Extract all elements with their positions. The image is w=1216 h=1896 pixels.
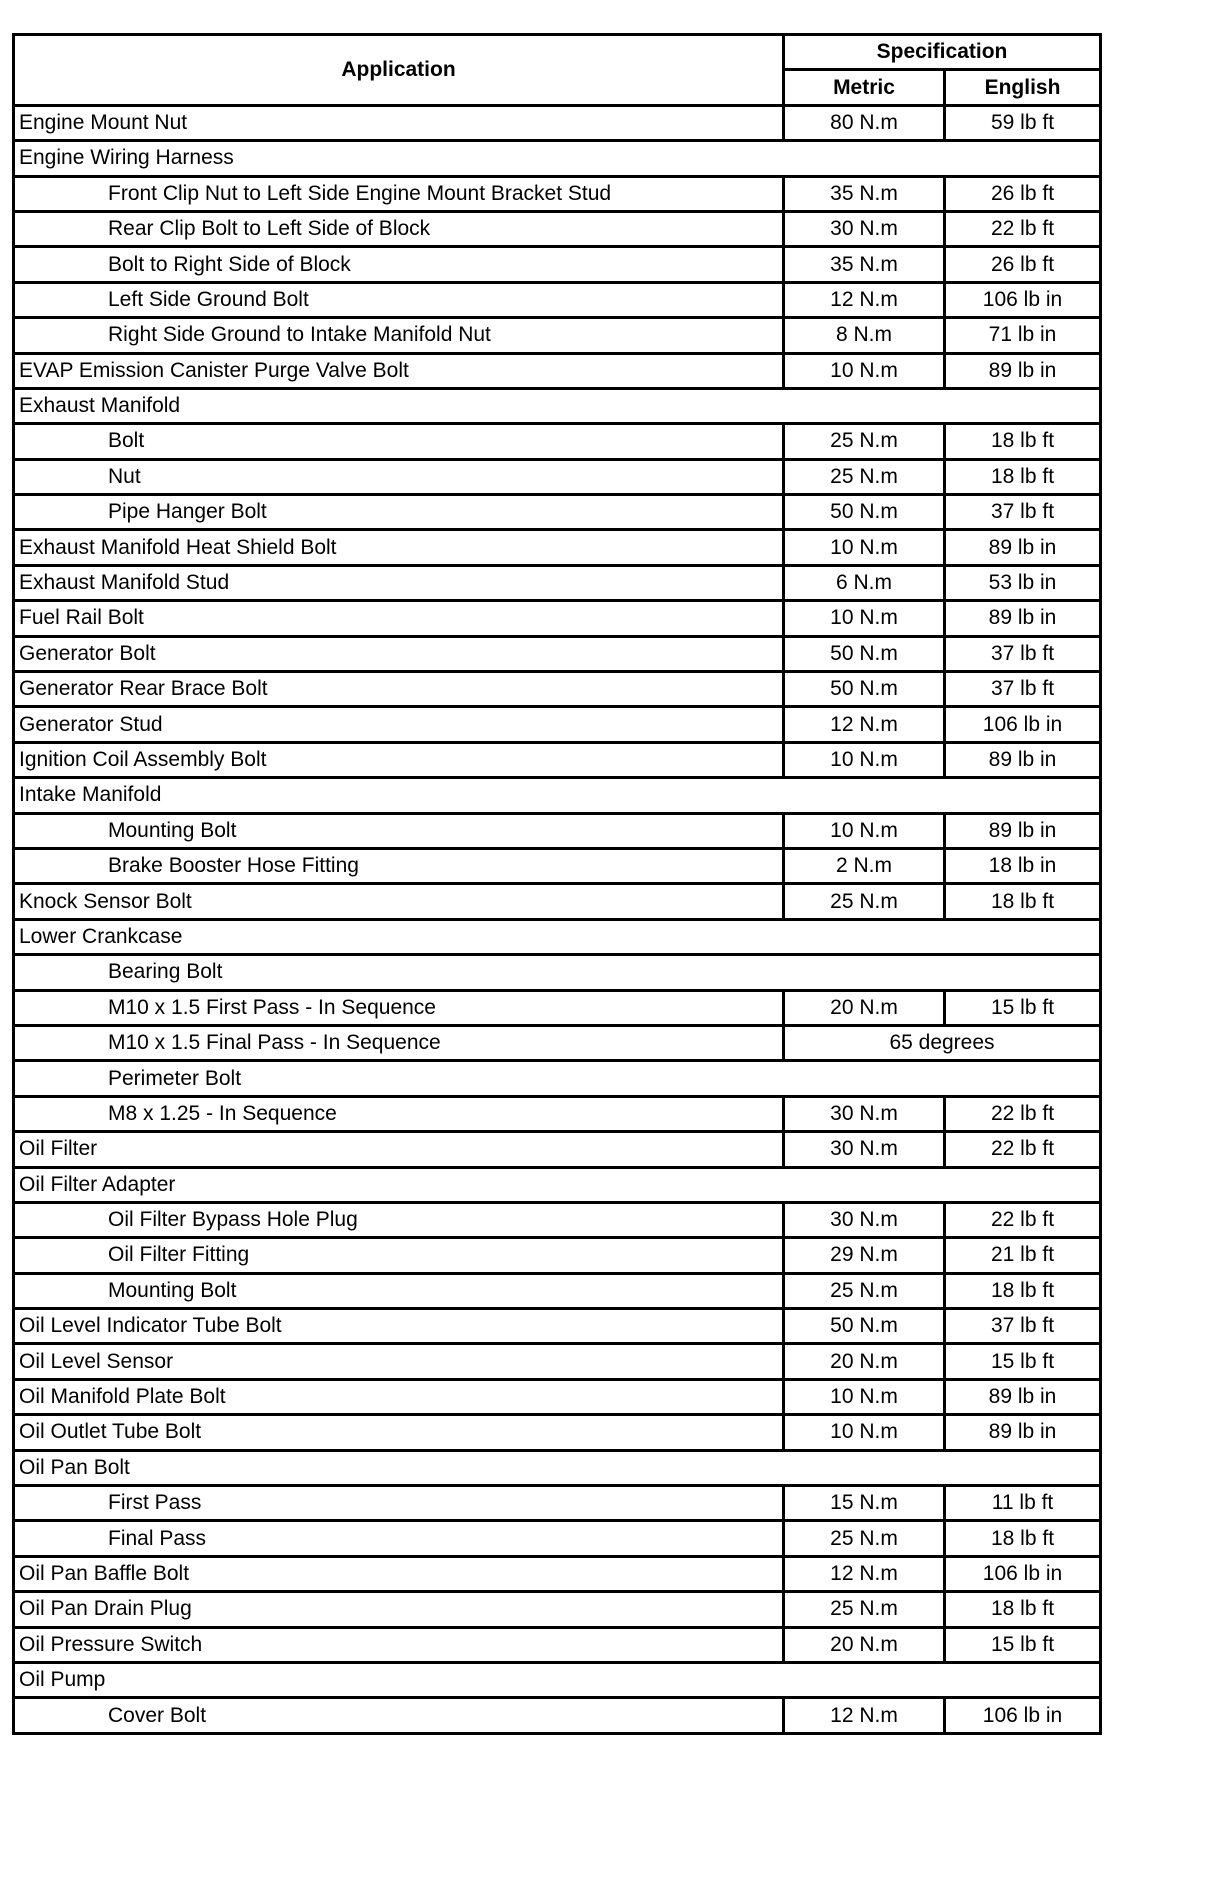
table-row bbox=[14, 1698, 1101, 1733]
application-cell: First Pass bbox=[14, 1486, 784, 1521]
table-row bbox=[14, 141, 1101, 176]
table-row bbox=[14, 919, 1101, 954]
table-row bbox=[14, 318, 1101, 353]
header-metric: Metric bbox=[784, 70, 945, 105]
metric-cell: 35 N.m bbox=[784, 247, 945, 282]
metric-cell: 10 N.m bbox=[784, 1415, 945, 1450]
english-cell: 22 lb ft bbox=[945, 211, 1101, 246]
metric-cell: 10 N.m bbox=[784, 1379, 945, 1414]
english-cell: 18 lb ft bbox=[945, 1273, 1101, 1308]
metric-cell: 25 N.m bbox=[784, 424, 945, 459]
english-cell: 18 lb ft bbox=[945, 1521, 1101, 1556]
table-body bbox=[14, 105, 1101, 1733]
group-heading-cell: Bearing Bolt bbox=[14, 955, 1101, 990]
table-row bbox=[14, 672, 1101, 707]
english-cell: 71 lb in bbox=[945, 318, 1101, 353]
metric-cell: 30 N.m bbox=[784, 1132, 945, 1167]
table-row bbox=[14, 1486, 1101, 1521]
english-cell: 22 lb ft bbox=[945, 1132, 1101, 1167]
application-cell: Final Pass bbox=[14, 1521, 784, 1556]
table-row bbox=[14, 211, 1101, 246]
english-cell: 15 lb ft bbox=[945, 1627, 1101, 1662]
table-row bbox=[14, 778, 1101, 813]
metric-cell: 35 N.m bbox=[784, 176, 945, 211]
application-cell: Generator Stud bbox=[14, 707, 784, 742]
english-cell: 89 lb in bbox=[945, 530, 1101, 565]
metric-cell: 12 N.m bbox=[784, 707, 945, 742]
application-cell: Fuel Rail Bolt bbox=[14, 601, 784, 636]
table-row bbox=[14, 1273, 1101, 1308]
header-specification: Specification bbox=[784, 35, 1101, 70]
metric-cell: 10 N.m bbox=[784, 813, 945, 848]
metric-cell: 10 N.m bbox=[784, 530, 945, 565]
group-heading-cell: Oil Pan Bolt bbox=[14, 1450, 1101, 1485]
metric-cell: 10 N.m bbox=[784, 353, 945, 388]
application-cell: Oil Pressure Switch bbox=[14, 1627, 784, 1662]
table-row bbox=[14, 1450, 1101, 1485]
metric-cell: 20 N.m bbox=[784, 1344, 945, 1379]
english-cell: 37 lb ft bbox=[945, 495, 1101, 530]
english-cell: 26 lb ft bbox=[945, 247, 1101, 282]
metric-cell: 20 N.m bbox=[784, 990, 945, 1025]
application-cell: Knock Sensor Bolt bbox=[14, 884, 784, 919]
application-cell: Exhaust Manifold Heat Shield Bolt bbox=[14, 530, 784, 565]
application-cell: Engine Mount Nut bbox=[14, 105, 784, 140]
application-cell: Left Side Ground Bolt bbox=[14, 282, 784, 317]
english-cell: 106 lb in bbox=[945, 707, 1101, 742]
table-row bbox=[14, 1344, 1101, 1379]
english-cell: 59 lb ft bbox=[945, 105, 1101, 140]
metric-cell: 25 N.m bbox=[784, 1273, 945, 1308]
header-english: English bbox=[945, 70, 1101, 105]
english-cell: 15 lb ft bbox=[945, 990, 1101, 1025]
group-heading-cell: Oil Filter Adapter bbox=[14, 1167, 1101, 1202]
application-cell: Oil Manifold Plate Bolt bbox=[14, 1379, 784, 1414]
english-cell: 18 lb ft bbox=[945, 884, 1101, 919]
table-row bbox=[14, 353, 1101, 388]
metric-cell: 25 N.m bbox=[784, 459, 945, 494]
english-cell: 89 lb in bbox=[945, 813, 1101, 848]
english-cell: 22 lb ft bbox=[945, 1202, 1101, 1237]
metric-cell: 12 N.m bbox=[784, 1556, 945, 1591]
table-row bbox=[14, 955, 1101, 990]
application-cell: Oil Filter bbox=[14, 1132, 784, 1167]
application-cell: Right Side Ground to Intake Manifold Nut bbox=[14, 318, 784, 353]
application-cell: Oil Outlet Tube Bolt bbox=[14, 1415, 784, 1450]
application-cell: Oil Pan Drain Plug bbox=[14, 1592, 784, 1627]
table-row bbox=[14, 1592, 1101, 1627]
table-row bbox=[14, 742, 1101, 777]
english-cell: 18 lb ft bbox=[945, 1592, 1101, 1627]
metric-cell: 50 N.m bbox=[784, 636, 945, 671]
table-row bbox=[14, 636, 1101, 671]
metric-cell: 50 N.m bbox=[784, 495, 945, 530]
table-row bbox=[14, 424, 1101, 459]
table-row bbox=[14, 1415, 1101, 1450]
application-cell: Oil Pan Baffle Bolt bbox=[14, 1556, 784, 1591]
table-row bbox=[14, 1238, 1101, 1273]
english-cell: 26 lb ft bbox=[945, 176, 1101, 211]
application-cell: Rear Clip Bolt to Left Side of Block bbox=[14, 211, 784, 246]
table-row bbox=[14, 1662, 1101, 1697]
table-row bbox=[14, 813, 1101, 848]
english-cell: 89 lb in bbox=[945, 1379, 1101, 1414]
metric-cell: 80 N.m bbox=[784, 105, 945, 140]
english-cell: 22 lb ft bbox=[945, 1096, 1101, 1131]
application-cell: Bolt bbox=[14, 424, 784, 459]
english-cell: 18 lb in bbox=[945, 848, 1101, 883]
metric-cell: 12 N.m bbox=[784, 1698, 945, 1733]
english-cell: 18 lb ft bbox=[945, 424, 1101, 459]
table-row bbox=[14, 1096, 1101, 1131]
application-cell: Generator Bolt bbox=[14, 636, 784, 671]
header-application: Application bbox=[14, 35, 784, 106]
group-heading-cell: Perimeter Bolt bbox=[14, 1061, 1101, 1096]
application-cell: Generator Rear Brace Bolt bbox=[14, 672, 784, 707]
english-cell: 106 lb in bbox=[945, 1698, 1101, 1733]
group-heading-cell: Oil Pump bbox=[14, 1662, 1101, 1697]
application-cell: Cover Bolt bbox=[14, 1698, 784, 1733]
table-row bbox=[14, 388, 1101, 423]
table-row bbox=[14, 1061, 1101, 1096]
english-cell: 18 lb ft bbox=[945, 459, 1101, 494]
application-cell: Ignition Coil Assembly Bolt bbox=[14, 742, 784, 777]
metric-cell: 10 N.m bbox=[784, 742, 945, 777]
table-row bbox=[14, 176, 1101, 211]
metric-cell: 25 N.m bbox=[784, 884, 945, 919]
metric-cell: 25 N.m bbox=[784, 1521, 945, 1556]
application-cell: M10 x 1.5 First Pass - In Sequence bbox=[14, 990, 784, 1025]
table-row bbox=[14, 1167, 1101, 1202]
table-row bbox=[14, 530, 1101, 565]
table-row bbox=[14, 1132, 1101, 1167]
metric-cell: 6 N.m bbox=[784, 565, 945, 600]
table-row bbox=[14, 601, 1101, 636]
application-cell: Bolt to Right Side of Block bbox=[14, 247, 784, 282]
application-cell: M10 x 1.5 Final Pass - In Sequence bbox=[14, 1025, 784, 1060]
table-row bbox=[14, 459, 1101, 494]
metric-cell: 29 N.m bbox=[784, 1238, 945, 1273]
english-cell: 37 lb ft bbox=[945, 1309, 1101, 1344]
table-row bbox=[14, 1309, 1101, 1344]
application-cell: EVAP Emission Canister Purge Valve Bolt bbox=[14, 353, 784, 388]
metric-cell: 50 N.m bbox=[784, 672, 945, 707]
application-cell: Oil Level Indicator Tube Bolt bbox=[14, 1309, 784, 1344]
application-cell: Oil Filter Fitting bbox=[14, 1238, 784, 1273]
english-cell: 15 lb ft bbox=[945, 1344, 1101, 1379]
table-row bbox=[14, 990, 1101, 1025]
metric-cell: 10 N.m bbox=[784, 601, 945, 636]
group-heading-cell: Lower Crankcase bbox=[14, 919, 1101, 954]
application-cell: Exhaust Manifold Stud bbox=[14, 565, 784, 600]
application-cell: Brake Booster Hose Fitting bbox=[14, 848, 784, 883]
metric-cell: 30 N.m bbox=[784, 1202, 945, 1237]
metric-cell: 15 N.m bbox=[784, 1486, 945, 1521]
english-cell: 37 lb ft bbox=[945, 672, 1101, 707]
metric-cell: 8 N.m bbox=[784, 318, 945, 353]
application-cell: Mounting Bolt bbox=[14, 813, 784, 848]
table-row bbox=[14, 495, 1101, 530]
group-heading-cell: Intake Manifold bbox=[14, 778, 1101, 813]
group-heading-cell: Engine Wiring Harness bbox=[14, 141, 1101, 176]
table-row bbox=[14, 884, 1101, 919]
table-row bbox=[14, 105, 1101, 140]
metric-cell: 12 N.m bbox=[784, 282, 945, 317]
application-cell: Nut bbox=[14, 459, 784, 494]
table-row bbox=[14, 247, 1101, 282]
english-cell: 21 lb ft bbox=[945, 1238, 1101, 1273]
application-cell: Oil Level Sensor bbox=[14, 1344, 784, 1379]
application-cell: M8 x 1.25 - In Sequence bbox=[14, 1096, 784, 1131]
english-cell: 89 lb in bbox=[945, 742, 1101, 777]
table-row bbox=[14, 707, 1101, 742]
metric-cell: 2 N.m bbox=[784, 848, 945, 883]
application-cell: Oil Filter Bypass Hole Plug bbox=[14, 1202, 784, 1237]
table-row bbox=[14, 848, 1101, 883]
metric-cell: 50 N.m bbox=[784, 1309, 945, 1344]
metric-cell: 30 N.m bbox=[784, 1096, 945, 1131]
table-row bbox=[14, 1025, 1101, 1060]
english-cell: 89 lb in bbox=[945, 1415, 1101, 1450]
table-row bbox=[14, 1202, 1101, 1237]
application-cell: Mounting Bolt bbox=[14, 1273, 784, 1308]
group-heading-cell: Exhaust Manifold bbox=[14, 388, 1101, 423]
application-cell: Front Clip Nut to Left Side Engine Mount Bracket Stud bbox=[14, 176, 784, 211]
metric-cell: 20 N.m bbox=[784, 1627, 945, 1662]
english-cell: 106 lb in bbox=[945, 1556, 1101, 1591]
table-row bbox=[14, 565, 1101, 600]
table-row bbox=[14, 1627, 1101, 1662]
english-cell: 11 lb ft bbox=[945, 1486, 1101, 1521]
english-cell: 106 lb in bbox=[945, 282, 1101, 317]
table-row bbox=[14, 1521, 1101, 1556]
metric-cell: 25 N.m bbox=[784, 1592, 945, 1627]
application-cell: Pipe Hanger Bolt bbox=[14, 495, 784, 530]
english-cell: 89 lb in bbox=[945, 353, 1101, 388]
torque-spec-table bbox=[12, 33, 1102, 1735]
english-cell: 53 lb in bbox=[945, 565, 1101, 600]
table-row bbox=[14, 1379, 1101, 1414]
metric-cell: 30 N.m bbox=[784, 211, 945, 246]
english-cell: 89 lb in bbox=[945, 601, 1101, 636]
table-row bbox=[14, 1556, 1101, 1591]
specification-cell: 65 degrees bbox=[784, 1025, 1101, 1060]
english-cell: 37 lb ft bbox=[945, 636, 1101, 671]
table-row bbox=[14, 282, 1101, 317]
